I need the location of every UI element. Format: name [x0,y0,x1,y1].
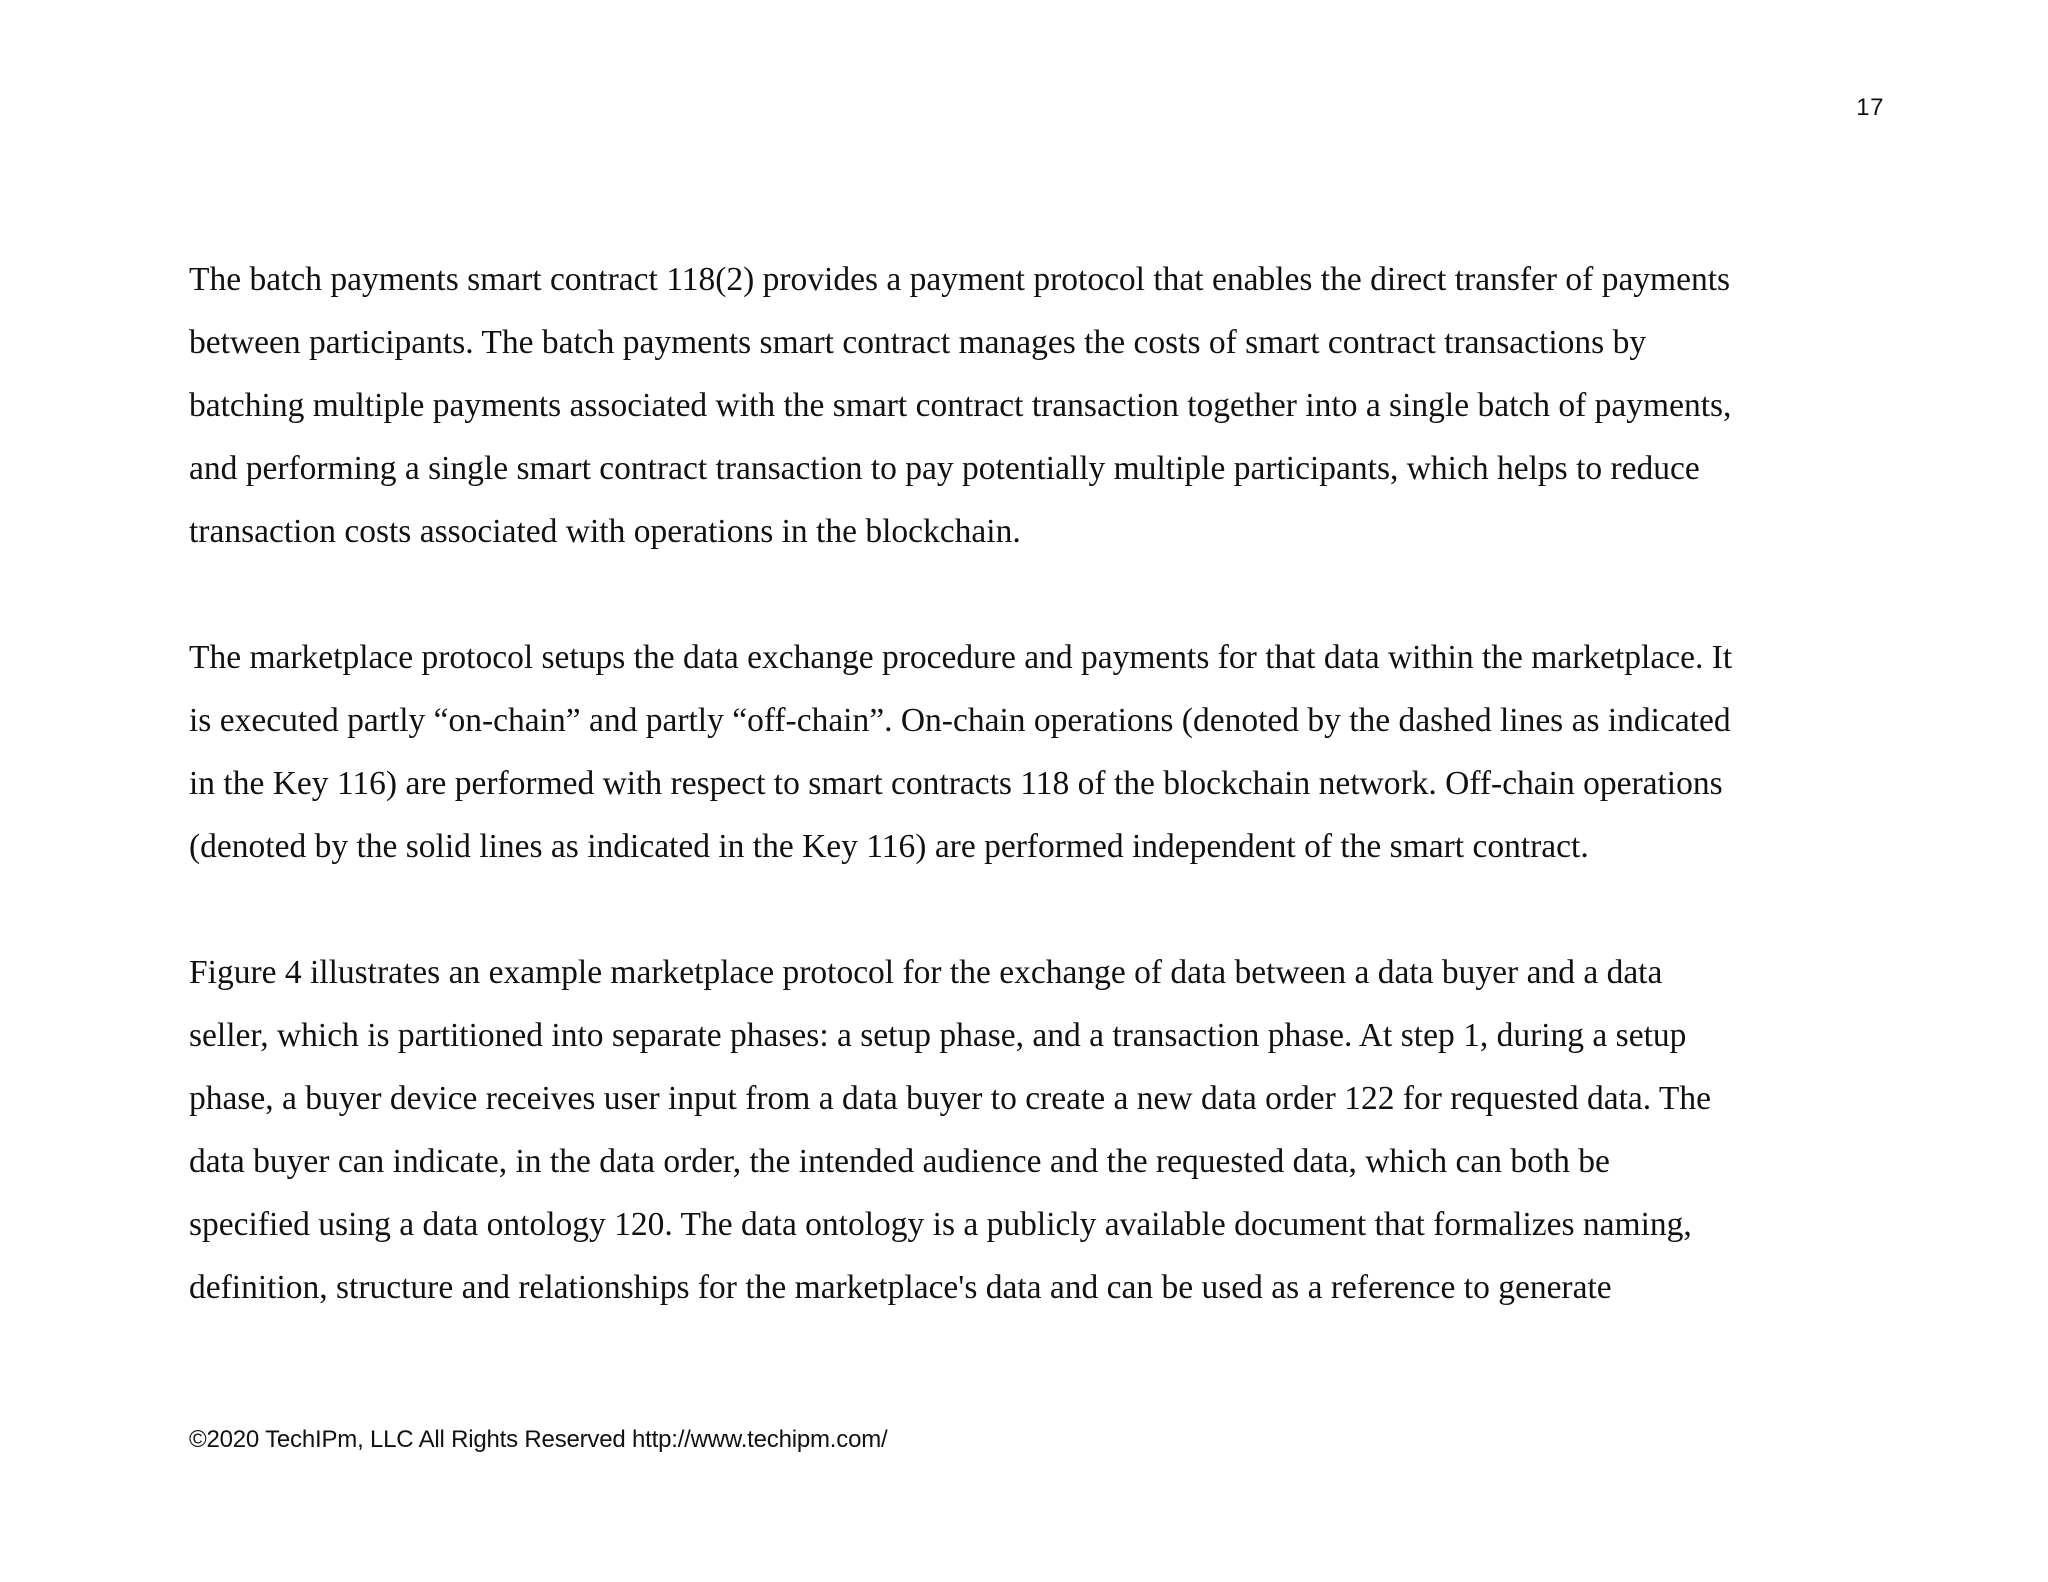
text-line: data buyer can indicate, in the data order, the intended audience and the requested data, which can both be [189,1143,1610,1180]
paragraph-marketplace-protocol [189,626,1869,878]
document-body [189,248,1869,1319]
text-line: is executed partly “on-chain” and partly “off-chain”. On-chain operations (denoted by the dashed lines as indicated [189,702,1731,739]
text-line: Figure 4 illustrates an example marketplace protocol for the exchange of data between a data buyer and a data [189,954,1663,991]
page-number: 17 [1856,94,1884,121]
text-line: The marketplace protocol setups the data exchange procedure and payments for that data within the marketplace. It [189,639,1733,676]
copyright-footer: ©2020 TechIPm, LLC All Rights Reserved http://www.techipm.com/ [189,1426,888,1453]
text-line: batching multiple payments associated with the smart contract transaction together into a single batch of payments, [189,387,1732,424]
text-line: between participants. The batch payments smart contract manages the costs of smart contract transactions by [189,324,1647,361]
text-line: seller, which is partitioned into separate phases: a setup phase, and a transaction phase. At step 1, during a setup [189,1017,1687,1054]
text-line: and performing a single smart contract transaction to pay potentially multiple participants, which helps to reduce [189,450,1700,487]
paragraph-batch-payments [189,248,1869,563]
text-line: phase, a buyer device receives user input from a data buyer to create a new data order 122 for requested data. The [189,1080,1712,1117]
text-line: specified using a data ontology 120. The data ontology is a publicly available document that formalizes naming, [189,1206,1692,1243]
text-line: in the Key 116) are performed with respect to smart contracts 118 of the blockchain network. Off-chain operations [189,765,1723,802]
text-line: transaction costs associated with operations in the blockchain. [189,513,1021,550]
text-line: (denoted by the solid lines as indicated in the Key 116) are performed independent of the smart contract. [189,828,1589,865]
text-line: The batch payments smart contract 118(2) provides a payment protocol that enables the direct transfer of payments [189,261,1731,298]
text-line: definition, structure and relationships for the marketplace's data and can be used as a reference to generate [189,1269,1612,1306]
paragraph-figure-4 [189,941,1869,1319]
